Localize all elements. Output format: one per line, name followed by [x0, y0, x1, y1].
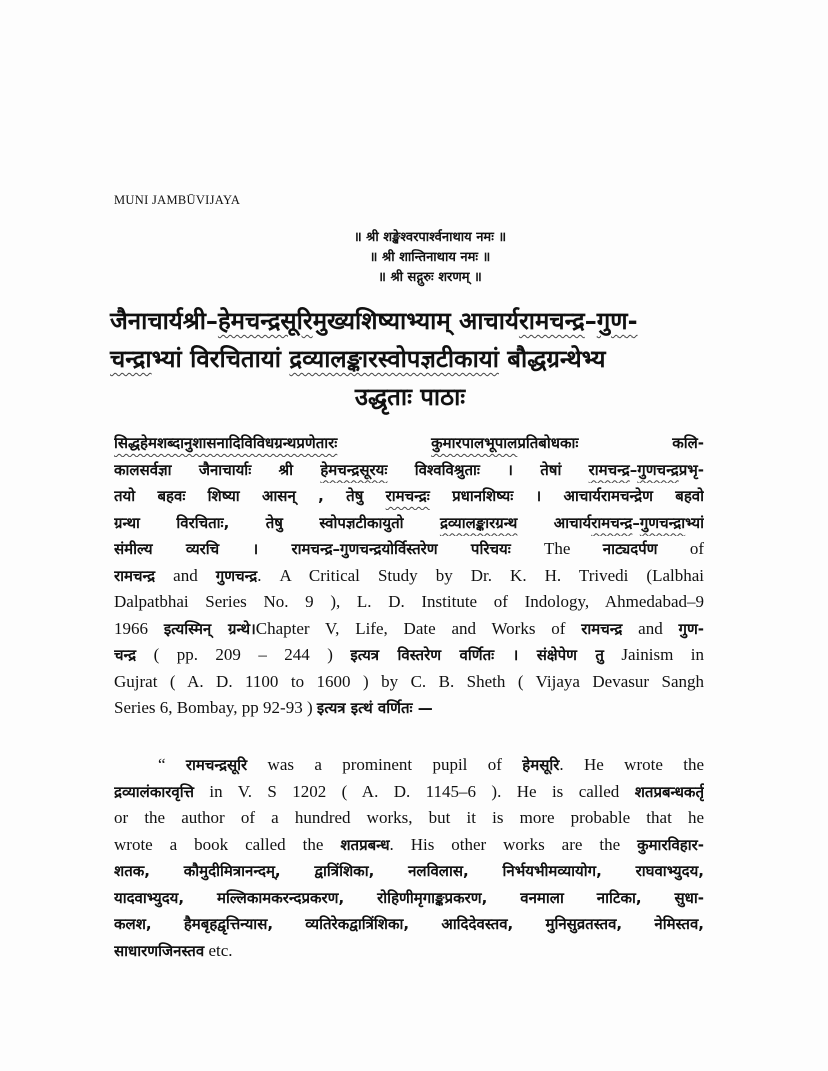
devanagari-text: हेमसूरि	[522, 756, 560, 774]
english-text: Dalpatbhai Series No. 9 ), L. D. Institute of Indology, Ahmedabad–9	[114, 592, 704, 611]
text-line	[114, 938, 704, 965]
english-text: The	[544, 539, 603, 558]
devanagari-text: चन्द्र	[114, 646, 137, 664]
section-title	[110, 302, 710, 416]
devanagari-text: साधारणजिनस्तव	[114, 941, 205, 960]
english-text: Jainism in	[603, 645, 704, 664]
title-line-3: उद्धृताः पाठाः	[354, 383, 466, 411]
english-text: . A Critical Study by Dr. K. H. Trivedi (Lalbhai	[257, 565, 704, 585]
quoted-paragraph	[114, 752, 704, 964]
title-line-2	[110, 340, 710, 378]
devanagari-text: –	[632, 513, 640, 532]
english-text: Series 6, Bombay, pp 92-93 )	[114, 698, 317, 717]
devanagari-text: –	[629, 460, 638, 479]
text-line	[114, 589, 704, 616]
devanagari-text: इत्यत्र इत्थं वर्णितः —	[316, 699, 433, 717]
text-line	[114, 858, 704, 885]
english-text: or the author of a hundred works, but it is more probable that he	[114, 808, 704, 827]
english-text: etc.	[204, 940, 233, 960]
text-line	[114, 510, 704, 537]
devanagari-text: गुण-	[678, 619, 704, 638]
text-line	[114, 805, 704, 832]
english-text: ( pp. 209 – 244 )	[136, 645, 351, 664]
english-text: Gujrat ( A. D. 1100 to 1600 ) by C. B. Sheth ( Vijaya Devasur Sangh	[114, 671, 704, 691]
devanagari-text: द्रव्यालंकारवृत्ति	[114, 782, 194, 801]
devanagari-text: गुणचन्द्र	[637, 460, 679, 479]
text-line	[114, 563, 704, 590]
text-line	[114, 911, 704, 938]
text-line	[114, 669, 704, 696]
title-text: जैनाचार्यश्री–	[110, 307, 218, 335]
english-text: . His other works are the	[389, 834, 638, 854]
devanagari-text: शतक, कौमुदीमित्रानन्दम्, द्वात्रिंशिका, नलविलास, निर्भयभीमव्यायोग, राघवाभ्युदय,	[114, 862, 704, 880]
invocation-line: ॥ श्री सद्गुरुः शरणम् ॥	[378, 270, 482, 285]
text-line	[114, 832, 704, 859]
devanagari-text: रामचन्द्रसूरि	[185, 756, 248, 774]
devanagari-text: रामचन्द्र	[591, 513, 633, 532]
text-line	[114, 752, 704, 779]
english-text: . He wrote the	[559, 755, 704, 774]
title-underlined-name: हेमचन्द्रसूरि	[217, 307, 313, 335]
devanagari-text: प्रधानशिष्यः । आचार्यरामचन्द्रेण बहवो	[429, 487, 704, 505]
title-underlined-name: गुण-	[596, 307, 638, 335]
devanagari-text: शतप्रबन्धकर्तृ	[634, 782, 704, 801]
devanagari-text: शतप्रबन्ध	[340, 835, 390, 854]
text-line	[114, 779, 704, 806]
title-text: बौद्धग्रन्थेभ्य	[498, 345, 606, 373]
devanagari-text: कुमारविहार-	[637, 835, 704, 854]
devanagari-text: ग्रन्था विरचिताः, तेषु स्वोपज्ञटीकायुतो	[114, 513, 440, 532]
text-line	[114, 536, 704, 563]
text-line	[114, 695, 704, 722]
devanagari-text: संमील्य व्यरचि । रामचन्द्र–गुणचन्द्रयोर्विस्तरेण परिचयः	[114, 540, 545, 558]
text-line	[114, 430, 704, 457]
english-text: and	[155, 565, 216, 585]
devanagari-text: भ्यां	[685, 513, 704, 532]
text-line	[114, 642, 704, 669]
body-paragraph	[114, 430, 704, 722]
title-text: भ्यां विरचितायां	[151, 345, 290, 373]
title-text: –	[584, 307, 597, 335]
title-underlined-name: चन्द्रा	[110, 345, 152, 373]
invocations-block	[240, 228, 620, 288]
devanagari-text: प्रभृ-	[678, 460, 704, 479]
title-underlined-name: रामचन्द्र	[518, 307, 585, 335]
devanagari-text: हेमचन्द्रसूरयः	[320, 460, 388, 479]
devanagari-text: गुणचन्द्रा	[639, 513, 686, 532]
english-text: 1966	[114, 618, 164, 638]
invocation-line: ॥ श्री शान्तिनाथाय नमः ॥	[369, 250, 491, 265]
devanagari-text: आचार्य	[517, 513, 592, 532]
devanagari-text: विश्वविश्रुताः । तेषां	[387, 460, 589, 479]
devanagari-text: द्रव्यालङ्कारग्रन्थ	[439, 513, 518, 532]
devanagari-text: कुमारपालभूपाल	[431, 434, 518, 452]
devanagari-text: कालसर्वज्ञा जैनाचार्याः श्री	[114, 460, 321, 479]
devanagari-text: कलश, हैमबृहद्वृत्तिन्यास, व्यतिरेकद्वात्रिंशिका, आदिदेवस्तव, मुनिसुव्रतस्तव, नेमिस्तव,	[114, 915, 704, 933]
devanagari-text: नाट्यदर्पण	[602, 540, 658, 558]
text-line	[114, 616, 704, 643]
text-line	[114, 885, 704, 912]
devanagari-text: रामचन्द्र	[581, 619, 623, 638]
invocation-line: ॥ श्री शङ्खेश्वरपार्श्वनाथाय नमः ॥	[353, 230, 507, 245]
title-underlined-name: द्रव्यालङ्कारस्वोपज्ञटीकायां	[289, 345, 499, 373]
english-text: of	[657, 539, 704, 558]
devanagari-text: यादवाभ्युदय, मल्लिकामकरन्दप्रकरण, रोहिणीमृगाङ्कप्रकरण, वनमाला नाटिका, सुधा-	[114, 888, 704, 907]
devanagari-text: रामचन्द्र	[588, 460, 630, 479]
devanagari-text: तयो बहवः शिष्या आसन् , तेषु	[114, 487, 386, 505]
devanagari-text: इत्यत्र विस्तरेण वर्णितः । संक्षेपेण तु	[350, 646, 604, 664]
devanagari-text	[337, 434, 431, 452]
english-text: in V. S 1202 ( A. D. 1145–6 ). He is called	[193, 781, 635, 801]
devanagari-text: इत्यस्मिन् ग्रन्थे।	[163, 619, 256, 638]
english-text: Chapter V, Life, Date and Works of	[255, 618, 582, 638]
devanagari-text: रामचन्द्र	[114, 566, 156, 585]
title-line-1	[110, 302, 710, 340]
devanagari-text: प्रतिबोधकाः कलि-	[517, 434, 704, 452]
text-line	[114, 483, 704, 510]
devanagari-text: रामचन्द्रः	[385, 487, 430, 505]
english-text: wrote a book called the	[114, 834, 341, 854]
english-text: and	[622, 618, 679, 638]
english-text: “	[158, 755, 186, 774]
title-text: मुख्यशिष्याभ्याम् आचार्य	[312, 307, 519, 335]
running-head: MUNI JAMBŪVIJAYA	[114, 193, 241, 207]
english-text: was a prominent pupil of	[247, 755, 523, 774]
devanagari-text: गुणचन्द्र	[215, 566, 258, 585]
devanagari-text: सिद्धहेमशब्दानुशासनादिविविधग्रन्थप्रणेतारः	[114, 434, 338, 452]
text-line	[114, 457, 704, 484]
